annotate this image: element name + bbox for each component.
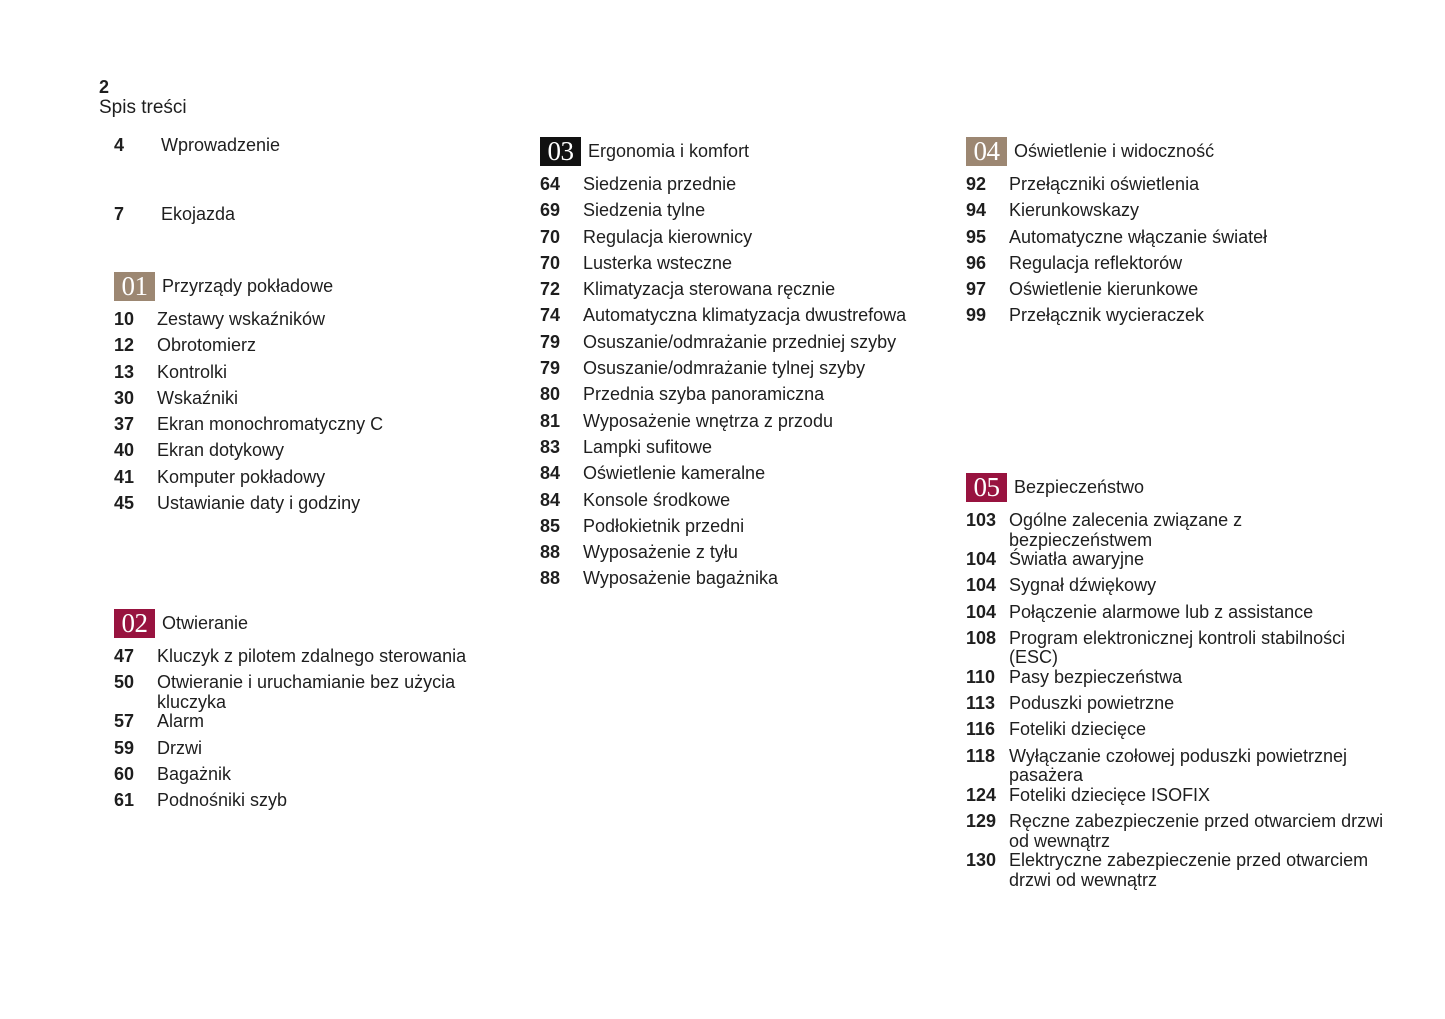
toc-page-number: 47 <box>114 646 135 666</box>
toc-entry-title: Wprowadzenie <box>161 135 281 155</box>
toc-page-number: 85 <box>540 515 561 536</box>
toc-entry[interactable] <box>540 306 940 332</box>
toc-page-number: 10 <box>114 309 135 329</box>
toc-entry-title: Ustawianie daty i godziny <box>157 493 361 514</box>
toc-entry[interactable] <box>114 441 524 467</box>
toc-entry-title: Kontrolki <box>157 361 228 382</box>
toc-entry[interactable] <box>540 385 940 411</box>
toc-entry-title: Przełącznik wycieraczek <box>1009 305 1205 326</box>
toc-page-number: 41 <box>114 466 135 487</box>
toc-entry-title: Ekran monochromatyczny C <box>157 414 384 435</box>
page-title: Spis treści <box>99 97 187 118</box>
toc-entry-title: Siedzenia tylne <box>583 200 706 221</box>
toc-entry-title: Podnośniki szyb <box>157 790 288 811</box>
toc-page-number: 61 <box>114 790 135 811</box>
section-number-badge: 03 <box>540 137 581 166</box>
toc-entry-title: Foteliki dziecięce ISOFIX <box>1009 784 1211 805</box>
section-header[interactable] <box>966 136 1386 166</box>
toc-entry-title: Pasy bezpieczeństwa <box>1009 666 1183 687</box>
section-title: Przyrządy pokładowe <box>162 276 334 296</box>
toc-entry-title: Ekran dotykowy <box>157 440 285 461</box>
toc-page-number: 50 <box>114 672 135 693</box>
toc-entry[interactable] <box>966 720 1386 746</box>
toc-entry[interactable] <box>540 280 940 306</box>
toc-entry[interactable] <box>114 415 524 441</box>
toc-page-number: 40 <box>114 440 135 461</box>
toc-entry[interactable] <box>114 739 524 765</box>
toc-page-number: 57 <box>114 711 135 732</box>
section-header[interactable] <box>114 608 524 638</box>
toc-entry-title: Otwieranie i uruchamianie bez użycia kluczyka <box>157 672 456 712</box>
toc-entry[interactable] <box>966 629 1386 668</box>
toc-entry-title: Siedzenia przednie <box>583 174 737 194</box>
section-number-badge: 05 <box>966 473 1007 502</box>
toc-entry[interactable] <box>114 389 524 415</box>
toc-entry[interactable] <box>966 786 1386 812</box>
toc-entry[interactable] <box>966 668 1386 694</box>
toc-page-number: 4 <box>114 135 125 155</box>
section-04 <box>966 136 1386 333</box>
toc-page-number: 80 <box>540 384 561 405</box>
toc-entry[interactable] <box>114 468 524 494</box>
toc-entry[interactable] <box>114 363 524 389</box>
toc-page-number: 116 <box>966 719 996 740</box>
toc-page-number: 130 <box>966 850 997 871</box>
toc-entry-title: Automatyczne włączanie świateł <box>1009 226 1268 247</box>
section-header[interactable] <box>966 472 1386 502</box>
section-05 <box>966 472 1386 890</box>
toc-entry-title: Osuszanie/odmrażanie przedniej szyby <box>583 331 897 352</box>
section-number-badge: 01 <box>114 272 155 301</box>
toc-entry-title: Osuszanie/odmrażanie tylnej szyby <box>583 358 866 379</box>
toc-entry[interactable] <box>966 694 1386 720</box>
toc-page-number: 30 <box>114 387 135 408</box>
toc-page-number: 104 <box>966 601 997 622</box>
toc-entry-title: Wyposażenie wnętrza z przodu <box>583 410 833 431</box>
toc-entry[interactable] <box>966 550 1386 576</box>
toc-entry[interactable] <box>114 647 524 673</box>
section-title: Oświetlenie i widoczność <box>1014 141 1215 161</box>
toc-entry[interactable] <box>540 228 940 254</box>
toc-page-number: 59 <box>114 737 135 758</box>
toc-entry-title: Ekojazda <box>161 204 236 224</box>
toc-entry[interactable] <box>966 201 1386 227</box>
toc-entry[interactable] <box>540 464 940 490</box>
toc-entry[interactable] <box>540 438 940 464</box>
toc-entry-title: Poduszki powietrzne <box>1009 693 1175 714</box>
toc-entry[interactable] <box>540 517 940 543</box>
toc-page-number: 94 <box>966 200 987 221</box>
toc-entry[interactable] <box>540 491 940 517</box>
toc-page-number: 124 <box>966 784 997 805</box>
toc-entry-title: Ręczne zabezpieczenie przed otwarciem drzwi od wewnątrz <box>1009 811 1384 851</box>
toc-entry[interactable] <box>966 280 1386 306</box>
section-title: Bezpieczeństwo <box>1014 477 1145 497</box>
section-title: Ergonomia i komfort <box>588 141 750 161</box>
toc-page-number: 60 <box>114 763 135 784</box>
toc-page-number: 7 <box>114 204 125 224</box>
section-02 <box>114 608 524 817</box>
toc-entry-title: Wyposażenie bagażnika <box>583 568 778 589</box>
toc-entry-title: Światła awaryjne <box>1009 549 1145 569</box>
toc-entry-title: Zestawy wskaźników <box>157 309 326 329</box>
toc-entry-title: Komputer pokładowy <box>157 466 326 487</box>
toc-page-number: 81 <box>540 410 561 431</box>
toc-entry-title: Regulacja kierownicy <box>583 226 753 247</box>
toc-entry-title: Podłokietnik przedni <box>583 515 745 536</box>
toc-entry[interactable] <box>540 333 940 359</box>
toc-page-number: 108 <box>966 627 997 648</box>
toc-entry-title: Program elektronicznej kontroli stabilności (ESC) <box>1009 627 1346 668</box>
toc-entry-title: Połączenie alarmowe lub z assistance <box>1009 601 1314 622</box>
toc-entry-title: Kierunkowskazy <box>1009 200 1140 221</box>
toc-entry-title: Oświetlenie kierunkowe <box>1009 279 1199 300</box>
toc-entry-title: Przełączniki oświetlenia <box>1009 174 1200 194</box>
toc-entry[interactable] <box>966 851 1386 890</box>
toc-page-number: 97 <box>966 279 987 300</box>
toc-page-number: 70 <box>540 252 561 273</box>
toc-entry[interactable] <box>540 569 940 595</box>
toc-entry-title: Drzwi <box>157 737 202 758</box>
toc-page-number: 96 <box>966 252 987 273</box>
toc-page-number: 95 <box>966 226 987 247</box>
toc-page-number: 70 <box>540 226 561 247</box>
toc-page-number: 83 <box>540 436 561 457</box>
toc-entry[interactable] <box>966 603 1386 629</box>
toc-entry-ecodrive[interactable] <box>114 204 235 224</box>
toc-entry-title: Foteliki dziecięce <box>1009 719 1147 740</box>
toc-page-number: 13 <box>114 361 135 382</box>
toc-page-number: 79 <box>540 358 561 379</box>
toc-entry-title: Sygnał dźwiękowy <box>1009 575 1157 596</box>
section-header[interactable] <box>540 136 940 166</box>
toc-entry-title: Klimatyzacja sterowana ręcznie <box>583 279 836 300</box>
toc-entry[interactable] <box>540 201 940 227</box>
toc-entry[interactable] <box>966 306 1386 332</box>
section-title: Otwieranie <box>162 613 249 633</box>
toc-entry-title: Konsole środkowe <box>583 489 731 510</box>
toc-page-number: 103 <box>966 510 997 530</box>
toc-entry-title: Lusterka wsteczne <box>583 252 733 273</box>
toc-entry[interactable] <box>114 494 524 520</box>
toc-entry[interactable] <box>966 812 1386 851</box>
toc-page-number: 79 <box>540 331 561 352</box>
toc-entry-title: Alarm <box>157 711 205 732</box>
toc-page-number: 84 <box>540 489 561 510</box>
section-header[interactable] <box>114 271 524 301</box>
toc-page-number: 72 <box>540 279 561 300</box>
toc-entry-intro[interactable] <box>114 135 280 155</box>
toc-page-number: 110 <box>966 666 996 687</box>
toc-page-number: 118 <box>966 745 996 766</box>
section-number-badge: 02 <box>114 609 155 638</box>
section-01 <box>114 271 524 520</box>
toc-page-number: 88 <box>540 542 561 563</box>
toc-entry[interactable] <box>966 511 1386 550</box>
toc-entry-title: Lampki sufitowe <box>583 436 713 457</box>
toc-entry[interactable] <box>114 673 524 712</box>
toc-entry-title: Regulacja reflektorów <box>1009 252 1183 273</box>
toc-entry[interactable] <box>540 543 940 569</box>
toc-entry[interactable] <box>540 412 940 438</box>
toc-page-number: 12 <box>114 335 135 356</box>
toc-page-number: 104 <box>966 549 997 569</box>
toc-entry-title: Przednia szyba panoramiczna <box>583 384 825 405</box>
toc-entry-title: Obrotomierz <box>157 335 257 356</box>
toc-page-number: 113 <box>966 693 996 714</box>
toc-page-number: 37 <box>114 414 135 435</box>
toc-entry-title: Kluczyk z pilotem zdalnego sterowania <box>157 646 467 666</box>
toc-entry-title: Bagażnik <box>157 763 232 784</box>
toc-entry[interactable] <box>114 310 524 336</box>
toc-entry[interactable] <box>540 359 940 385</box>
section-number-badge: 04 <box>966 137 1007 166</box>
toc-entry-title: Wskaźniki <box>157 387 239 408</box>
toc-page-number: 64 <box>540 174 561 194</box>
toc-entry[interactable] <box>114 712 524 738</box>
toc-entry-title: Ogólne zalecenia związane z bezpieczeństwem <box>1009 510 1243 550</box>
toc-page-number: 45 <box>114 493 135 514</box>
toc-entry[interactable] <box>114 765 524 791</box>
toc-entry[interactable] <box>966 576 1386 602</box>
toc-entry[interactable] <box>966 228 1386 254</box>
toc-page-number: 99 <box>966 305 987 326</box>
toc-entry[interactable] <box>966 254 1386 280</box>
toc-page-number: 69 <box>540 200 561 221</box>
toc-entry[interactable] <box>966 175 1386 201</box>
toc-entry[interactable] <box>966 747 1386 786</box>
toc-entry-title: Wyłączanie czołowej poduszki powietrznej pasażera <box>1009 745 1347 786</box>
toc-entry[interactable] <box>540 254 940 280</box>
toc-page-number: 88 <box>540 568 561 589</box>
page-number: 2 <box>99 77 110 97</box>
toc-entry-title: Wyposażenie z tyłu <box>583 542 738 563</box>
toc-entry[interactable] <box>540 175 940 201</box>
toc-page-number: 92 <box>966 174 987 194</box>
toc-entry[interactable] <box>114 791 524 817</box>
section-03 <box>540 136 940 596</box>
toc-page-number: 129 <box>966 811 997 832</box>
toc-entry-title: Automatyczna klimatyzacja dwustrefowa <box>583 305 907 326</box>
toc-entry[interactable] <box>114 336 524 362</box>
toc-page-number: 84 <box>540 463 561 484</box>
toc-page-number: 74 <box>540 305 561 326</box>
toc-page-number: 104 <box>966 575 997 596</box>
toc-entry-title: Oświetlenie kameralne <box>583 463 766 484</box>
toc-entry-title: Elektryczne zabezpieczenie przed otwarciem drzwi od wewnątrz <box>1009 850 1369 890</box>
